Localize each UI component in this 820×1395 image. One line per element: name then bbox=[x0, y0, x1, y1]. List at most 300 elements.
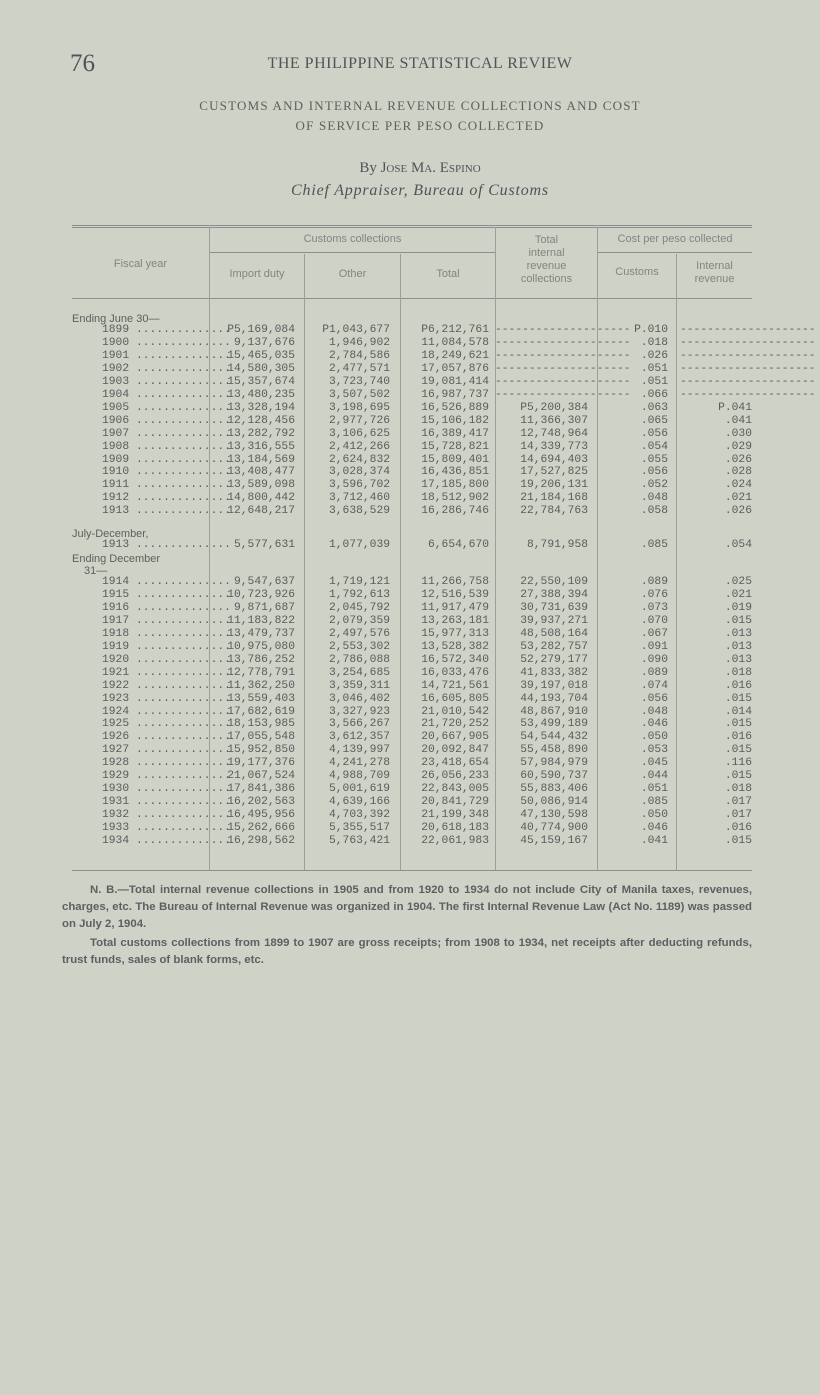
cell-cust: .056 bbox=[640, 692, 668, 705]
leader-dots: .............. bbox=[136, 349, 231, 362]
cell-other: 3,359,311 bbox=[328, 679, 390, 692]
leader-dots: .............. bbox=[136, 705, 231, 718]
header-customs: Customs bbox=[615, 266, 659, 278]
cell-ir: 45,159,167 bbox=[520, 835, 588, 847]
table-row bbox=[0, 822, 820, 835]
cell-import: 19,177,376 bbox=[227, 757, 295, 770]
cell-irc: .017 bbox=[724, 809, 752, 822]
cell-ir: 53,499,189 bbox=[520, 718, 588, 731]
cell-year: 1901 bbox=[102, 349, 130, 362]
cell-irc: .029 bbox=[724, 440, 752, 453]
cell-ir: 47,130,598 bbox=[520, 809, 588, 822]
table-row bbox=[0, 350, 820, 363]
table-row bbox=[0, 667, 820, 680]
cell-import: 15,262,666 bbox=[227, 822, 295, 835]
cell-year: 1918 bbox=[102, 627, 130, 640]
cell-import: 13,480,235 bbox=[227, 388, 295, 401]
cell-cust: .090 bbox=[640, 653, 668, 666]
cell-ir: 48,867,910 bbox=[520, 705, 588, 718]
cell-import: 9,137,676 bbox=[233, 336, 295, 349]
leader-dots: .............. bbox=[136, 627, 231, 640]
cell-year: 1906 bbox=[102, 414, 130, 427]
cell-other: 3,327,923 bbox=[328, 705, 390, 718]
empty-dash: -------------------- bbox=[495, 362, 631, 375]
leader-dots: .............. bbox=[136, 835, 231, 847]
cell-total: 15,809,401 bbox=[421, 453, 489, 466]
cell-other: 2,624,832 bbox=[328, 453, 390, 466]
cell-year: 1932 bbox=[102, 809, 130, 822]
table-row bbox=[0, 680, 820, 693]
cell-cust: .055 bbox=[640, 453, 668, 466]
table-row bbox=[0, 744, 820, 757]
cell-import: 17,841,386 bbox=[227, 783, 295, 796]
cell-ir: 17,527,825 bbox=[520, 466, 588, 479]
cell-other: 3,028,374 bbox=[328, 466, 390, 479]
leader-dots: .............. bbox=[136, 666, 231, 679]
byline-by: By bbox=[359, 160, 377, 176]
cell-total: 20,841,729 bbox=[421, 796, 489, 809]
cell-total: 17,185,800 bbox=[421, 479, 489, 492]
leader-dots: .............. bbox=[136, 414, 231, 427]
cell-total: 15,977,313 bbox=[421, 627, 489, 640]
cell-other: 3,723,740 bbox=[328, 375, 390, 388]
table-row bbox=[0, 376, 820, 389]
cell-other: 2,497,576 bbox=[328, 627, 390, 640]
table-row bbox=[0, 363, 820, 376]
leader-dots: .............. bbox=[136, 427, 231, 440]
cell-irc: .013 bbox=[724, 640, 752, 653]
cell-other: 1,792,613 bbox=[328, 588, 390, 601]
cell-import: 11,362,250 bbox=[227, 679, 295, 692]
cell-other: 2,784,586 bbox=[328, 349, 390, 362]
table-row bbox=[0, 505, 820, 518]
cell-cust: .046 bbox=[640, 822, 668, 835]
table-row bbox=[0, 796, 820, 809]
cell-year: 1911 bbox=[102, 479, 130, 492]
table-row bbox=[0, 628, 820, 641]
leader-dots: .............. bbox=[136, 539, 231, 551]
cell-import: 15,357,674 bbox=[227, 375, 295, 388]
cell-year: 1908 bbox=[102, 440, 130, 453]
table-row bbox=[0, 615, 820, 628]
cell-total: 20,618,183 bbox=[421, 822, 489, 835]
cell-import: 15,465,035 bbox=[227, 349, 295, 362]
cell-total: 22,843,005 bbox=[421, 783, 489, 796]
cell-other: 4,241,278 bbox=[328, 757, 390, 770]
cell-import: 21,067,524 bbox=[227, 770, 295, 783]
header-irc-line-2: revenue bbox=[694, 273, 735, 285]
cell-ir: 21,184,168 bbox=[520, 492, 588, 505]
cell-import: 13,282,792 bbox=[227, 427, 295, 440]
cell-cust: .051 bbox=[640, 362, 668, 375]
section-ending-june: Ending June 30— bbox=[72, 313, 160, 325]
cell-import: 13,786,252 bbox=[227, 653, 295, 666]
cell-ir: 12,748,964 bbox=[520, 427, 588, 440]
cell-import: 14,580,305 bbox=[227, 362, 295, 375]
cell-total: 15,728,821 bbox=[421, 440, 489, 453]
cell-year: 1910 bbox=[102, 466, 130, 479]
cell-other: 4,139,997 bbox=[328, 744, 390, 757]
cell-other: 5,001,619 bbox=[328, 783, 390, 796]
table-row bbox=[0, 589, 820, 602]
cell-other: 1,719,121 bbox=[328, 576, 390, 588]
table-row bbox=[0, 783, 820, 796]
leader-dots: .............. bbox=[136, 809, 231, 822]
leader-dots: .............. bbox=[136, 362, 231, 375]
leader-dots: .............. bbox=[136, 505, 231, 518]
cell-other: 4,703,392 bbox=[328, 809, 390, 822]
cell-cust: .051 bbox=[640, 783, 668, 796]
table-row bbox=[0, 641, 820, 654]
note-customs: Total customs collections from 1899 to 1907 are gross receipts; from 1908 to 1934, net receipts after deducting refunds, trust funds, sales of blank forms, etc. bbox=[62, 937, 752, 966]
cell-total: 21,010,542 bbox=[421, 705, 489, 718]
leader-dots: .............. bbox=[136, 336, 231, 349]
cell-cust: .054 bbox=[640, 440, 668, 453]
cell-import: 9,547,637 bbox=[233, 576, 295, 588]
cell-import: 13,479,737 bbox=[227, 627, 295, 640]
cell-import: 14,800,442 bbox=[227, 492, 295, 505]
cell-other: 4,639,166 bbox=[328, 796, 390, 809]
cell-year: 1923 bbox=[102, 692, 130, 705]
cell-irc: .026 bbox=[724, 453, 752, 466]
header-fiscal-year: Fiscal year bbox=[113, 258, 168, 270]
cell-year: 1899 bbox=[102, 324, 130, 336]
cell-total: 16,436,851 bbox=[421, 466, 489, 479]
leader-dots: .............. bbox=[136, 653, 231, 666]
cell-import: 13,328,194 bbox=[227, 401, 295, 414]
cell-total: 21,199,348 bbox=[421, 809, 489, 822]
cell-cust: .085 bbox=[640, 796, 668, 809]
header-total-ir-line-1: Total bbox=[534, 234, 559, 246]
section-july-december: July-December, bbox=[72, 528, 149, 540]
author-name: Jose Ma. Espino bbox=[380, 160, 481, 176]
article-title-line-1: CUSTOMS AND INTERNAL REVENUE COLLECTIONS AND COST bbox=[199, 98, 641, 113]
cell-irc: .016 bbox=[724, 822, 752, 835]
cell-ir: 57,984,979 bbox=[520, 757, 588, 770]
cell-ir: 30,731,639 bbox=[520, 601, 588, 614]
cell-ir: 41,833,382 bbox=[520, 666, 588, 679]
cell-total: 18,249,621 bbox=[421, 349, 489, 362]
empty-dash: -------------------- bbox=[680, 375, 816, 388]
header-total-ir-line-3: revenue bbox=[526, 260, 567, 272]
header-total-ir-line-4: collections bbox=[520, 273, 573, 285]
cell-total: 18,512,902 bbox=[421, 492, 489, 505]
leader-dots: .............. bbox=[136, 401, 231, 414]
cell-irc: .026 bbox=[724, 505, 752, 518]
empty-dash: -------------------- bbox=[495, 349, 631, 362]
leader-dots: .............. bbox=[136, 324, 231, 336]
leader-dots: .............. bbox=[136, 388, 231, 401]
cell-total: 20,667,905 bbox=[421, 731, 489, 744]
table-row bbox=[0, 757, 820, 770]
leader-dots: .............. bbox=[136, 640, 231, 653]
leader-dots: .............. bbox=[136, 822, 231, 835]
cell-total: 17,057,876 bbox=[421, 362, 489, 375]
cell-irc: .015 bbox=[724, 835, 752, 847]
cell-ir: 14,694,403 bbox=[520, 453, 588, 466]
cell-irc: .024 bbox=[724, 479, 752, 492]
table-row bbox=[0, 441, 820, 454]
cell-cust: .050 bbox=[640, 731, 668, 744]
leader-dots: .............. bbox=[136, 679, 231, 692]
table-row bbox=[0, 539, 820, 552]
cell-cust: .048 bbox=[640, 705, 668, 718]
cell-ir: 39,937,271 bbox=[520, 614, 588, 627]
cell-ir: 44,193,704 bbox=[520, 692, 588, 705]
section-ending-december-line-2: 31— bbox=[84, 565, 108, 577]
cell-total: 16,526,889 bbox=[421, 401, 489, 414]
cell-import: 12,648,217 bbox=[227, 505, 295, 518]
cell-year: 1933 bbox=[102, 822, 130, 835]
cell-import: 11,183,822 bbox=[227, 614, 295, 627]
cell-irc: .025 bbox=[724, 576, 752, 588]
empty-dash: -------------------- bbox=[680, 388, 816, 401]
cell-year: 1903 bbox=[102, 375, 130, 388]
empty-dash: -------------------- bbox=[680, 349, 816, 362]
cell-total: 11,084,578 bbox=[421, 336, 489, 349]
cell-ir: 39,197,018 bbox=[520, 679, 588, 692]
header-total: Total bbox=[436, 268, 460, 280]
cell-import: 17,055,548 bbox=[227, 731, 295, 744]
table-row bbox=[0, 466, 820, 479]
cell-year: 1916 bbox=[102, 601, 130, 614]
cell-year: 1920 bbox=[102, 653, 130, 666]
cell-total: 12,516,539 bbox=[421, 588, 489, 601]
cell-import: 16,202,563 bbox=[227, 796, 295, 809]
cell-import: 18,153,985 bbox=[227, 718, 295, 731]
cell-irc: .116 bbox=[724, 757, 752, 770]
table-top-rule-2 bbox=[72, 227, 752, 228]
cell-cust: .067 bbox=[640, 627, 668, 640]
article-title bbox=[90, 96, 750, 136]
header-other: Other bbox=[338, 268, 367, 280]
cell-year: 1909 bbox=[102, 453, 130, 466]
cell-cust: .089 bbox=[640, 666, 668, 679]
cell-import: 5,577,631 bbox=[233, 539, 295, 551]
cell-total: 16,389,417 bbox=[421, 427, 489, 440]
cell-total: 22,061,983 bbox=[421, 835, 489, 847]
table-top-rule bbox=[72, 225, 752, 226]
cell-cust: P.010 bbox=[634, 324, 668, 336]
cell-year: 1928 bbox=[102, 757, 130, 770]
table-row bbox=[0, 402, 820, 415]
cell-irc: .013 bbox=[724, 653, 752, 666]
cell-import: 9,871,687 bbox=[233, 601, 295, 614]
header-bottom-rule bbox=[72, 298, 752, 299]
header-total-ir-line-2: internal bbox=[528, 247, 565, 259]
cell-other: 3,198,695 bbox=[328, 401, 390, 414]
cell-year: 1912 bbox=[102, 492, 130, 505]
cell-year: 1917 bbox=[102, 614, 130, 627]
cell-ir: 22,550,109 bbox=[520, 576, 588, 588]
leader-dots: .............. bbox=[136, 770, 231, 783]
leader-dots: .............. bbox=[136, 783, 231, 796]
leader-dots: .............. bbox=[136, 718, 231, 731]
cell-total: 21,720,252 bbox=[421, 718, 489, 731]
cell-total: 16,987,737 bbox=[421, 388, 489, 401]
table-row bbox=[0, 479, 820, 492]
cell-ir: 22,784,763 bbox=[520, 505, 588, 518]
cell-year: 1921 bbox=[102, 666, 130, 679]
cell-cust: .053 bbox=[640, 744, 668, 757]
cell-ir: 50,086,914 bbox=[520, 796, 588, 809]
cell-import: 10,975,080 bbox=[227, 640, 295, 653]
leader-dots: .............. bbox=[136, 466, 231, 479]
empty-dash: -------------------- bbox=[495, 324, 631, 336]
cell-irc: .019 bbox=[724, 601, 752, 614]
cell-import: 13,589,098 bbox=[227, 479, 295, 492]
cell-import: 12,128,456 bbox=[227, 414, 295, 427]
cell-total: 19,081,414 bbox=[421, 375, 489, 388]
cell-other: P1,043,677 bbox=[322, 324, 390, 336]
table-row bbox=[0, 693, 820, 706]
empty-dash: -------------------- bbox=[680, 324, 816, 336]
cell-year: 1902 bbox=[102, 362, 130, 375]
cell-total: 13,528,382 bbox=[421, 640, 489, 653]
cell-import: 10,723,926 bbox=[227, 588, 295, 601]
cell-other: 4,988,709 bbox=[328, 770, 390, 783]
cell-other: 2,079,359 bbox=[328, 614, 390, 627]
cell-irc: .015 bbox=[724, 718, 752, 731]
cell-year: 1929 bbox=[102, 770, 130, 783]
cell-other: 3,612,357 bbox=[328, 731, 390, 744]
running-head: THE PHILIPPINE STATISTICAL REVIEW bbox=[267, 55, 573, 72]
cell-other: 3,106,625 bbox=[328, 427, 390, 440]
cell-irc: .013 bbox=[724, 627, 752, 640]
cell-total: 26,056,233 bbox=[421, 770, 489, 783]
cell-ir: 55,458,890 bbox=[520, 744, 588, 757]
cell-year: 1925 bbox=[102, 718, 130, 731]
cell-ir: 19,206,131 bbox=[520, 479, 588, 492]
cell-irc: .030 bbox=[724, 427, 752, 440]
table-row bbox=[0, 415, 820, 428]
table-row bbox=[0, 454, 820, 467]
author-position: Chief Appraiser, Bureau of Customs bbox=[291, 182, 549, 199]
leader-dots: .............. bbox=[136, 375, 231, 388]
cell-total: 14,721,561 bbox=[421, 679, 489, 692]
cell-other: 5,355,517 bbox=[328, 822, 390, 835]
cell-irc: .018 bbox=[724, 783, 752, 796]
empty-dash: -------------------- bbox=[495, 388, 631, 401]
leader-dots: .............. bbox=[136, 601, 231, 614]
cell-year: 1931 bbox=[102, 796, 130, 809]
cell-total: 23,418,654 bbox=[421, 757, 489, 770]
cell-total: 15,106,182 bbox=[421, 414, 489, 427]
cell-total: 20,092,847 bbox=[421, 744, 489, 757]
cell-cust: .066 bbox=[640, 388, 668, 401]
header-import-duty: Import duty bbox=[229, 268, 285, 280]
cost-group-rule bbox=[598, 252, 752, 253]
cell-irc: .016 bbox=[724, 679, 752, 692]
cell-cust: .050 bbox=[640, 809, 668, 822]
header-internal-revenue bbox=[677, 260, 752, 286]
table-row bbox=[0, 602, 820, 615]
table-bottom-rule bbox=[72, 870, 752, 871]
leader-dots: .............. bbox=[136, 614, 231, 627]
empty-dash: -------------------- bbox=[495, 375, 631, 388]
cell-irc: .015 bbox=[724, 692, 752, 705]
table-row bbox=[0, 706, 820, 719]
cell-year: 1922 bbox=[102, 679, 130, 692]
cell-cust: .051 bbox=[640, 375, 668, 388]
cell-total: 11,266,758 bbox=[421, 576, 489, 588]
cell-ir: 54,544,432 bbox=[520, 731, 588, 744]
cell-total: 16,605,805 bbox=[421, 692, 489, 705]
cell-import: 13,184,569 bbox=[227, 453, 295, 466]
leader-dots: .............. bbox=[136, 576, 231, 588]
cell-ir: 14,339,773 bbox=[520, 440, 588, 453]
footnotes bbox=[62, 882, 752, 969]
cell-irc: .015 bbox=[724, 614, 752, 627]
leader-dots: .............. bbox=[136, 479, 231, 492]
leader-dots: .............. bbox=[136, 588, 231, 601]
cell-other: 3,046,402 bbox=[328, 692, 390, 705]
cell-import: 13,559,403 bbox=[227, 692, 295, 705]
cell-other: 1,946,902 bbox=[328, 336, 390, 349]
cell-year: 1913 bbox=[102, 505, 130, 518]
cell-irc: .014 bbox=[724, 705, 752, 718]
cell-cust: .070 bbox=[640, 614, 668, 627]
table-row bbox=[0, 809, 820, 822]
cell-cust: .076 bbox=[640, 588, 668, 601]
cell-cust: .073 bbox=[640, 601, 668, 614]
cell-cust: .056 bbox=[640, 466, 668, 479]
cell-irc: .016 bbox=[724, 731, 752, 744]
cell-other: 2,477,571 bbox=[328, 362, 390, 375]
cell-cust: .074 bbox=[640, 679, 668, 692]
cell-import: 16,495,956 bbox=[227, 809, 295, 822]
cell-irc: .015 bbox=[724, 744, 752, 757]
cell-import: 13,316,555 bbox=[227, 440, 295, 453]
page-number: 76 bbox=[70, 50, 95, 77]
cell-import: P5,169,084 bbox=[227, 324, 295, 336]
cell-irc: .028 bbox=[724, 466, 752, 479]
header-irc-line-1: Internal bbox=[696, 260, 733, 272]
cell-year: 1930 bbox=[102, 783, 130, 796]
table-row bbox=[0, 324, 820, 337]
cell-total: 13,263,181 bbox=[421, 614, 489, 627]
cell-cust: .056 bbox=[640, 427, 668, 440]
header-cost-per-peso: Cost per peso collected bbox=[617, 233, 733, 245]
cell-year: 1924 bbox=[102, 705, 130, 718]
cell-ir: 8,791,958 bbox=[526, 539, 588, 551]
table-row bbox=[0, 428, 820, 441]
cell-total: P6,212,761 bbox=[421, 324, 489, 336]
leader-dots: .............. bbox=[136, 492, 231, 505]
table-row bbox=[0, 389, 820, 402]
cell-other: 3,638,529 bbox=[328, 505, 390, 518]
cell-year: 1900 bbox=[102, 336, 130, 349]
header-customs-collections: Customs collections bbox=[303, 233, 402, 245]
cell-cust: .089 bbox=[640, 576, 668, 588]
cell-other: 1,077,039 bbox=[328, 539, 390, 551]
cell-year: 1934 bbox=[102, 835, 130, 847]
cell-year: 1904 bbox=[102, 388, 130, 401]
cell-cust: .065 bbox=[640, 414, 668, 427]
cell-total: 16,033,476 bbox=[421, 666, 489, 679]
cell-ir: 40,774,900 bbox=[520, 822, 588, 835]
leader-dots: .............. bbox=[136, 692, 231, 705]
cell-import: 12,778,791 bbox=[227, 666, 295, 679]
table-row bbox=[0, 576, 820, 589]
cell-other: 3,566,267 bbox=[328, 718, 390, 731]
leader-dots: .............. bbox=[136, 744, 231, 757]
cell-cust: .018 bbox=[640, 336, 668, 349]
cell-cust: .085 bbox=[640, 539, 668, 551]
table-row bbox=[0, 718, 820, 731]
cell-year: 1905 bbox=[102, 401, 130, 414]
cell-irc: .021 bbox=[724, 588, 752, 601]
